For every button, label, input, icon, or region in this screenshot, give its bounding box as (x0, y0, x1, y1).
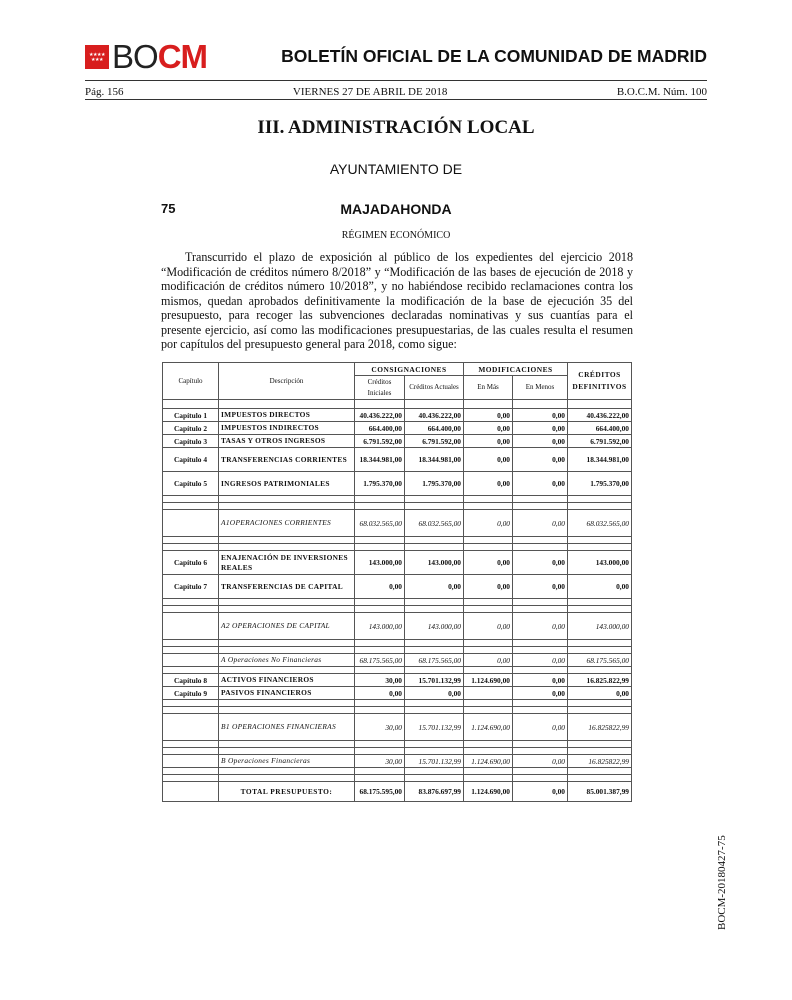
flag-stars: ★★★★ ★★★ (89, 52, 105, 63)
cell-definitivos: 40.436.222,00 (568, 409, 632, 422)
cell-iniciales: 664.400,00 (355, 422, 405, 435)
cell-descripcion: TRANSFERENCIAS CORRIENTES (219, 448, 355, 472)
header-modificaciones: MODIFICACIONES (464, 363, 568, 376)
section-title: III. ADMINISTRACIÓN LOCAL (257, 117, 535, 138)
cell-iniciales: 18.344.981,00 (355, 448, 405, 472)
cell-en-menos: 0,00 (513, 448, 568, 472)
cell-iniciales: 6.791.592,00 (355, 435, 405, 448)
table-row (163, 575, 632, 599)
cell-capitulo: Capítulo 4 (163, 448, 219, 472)
cell-en-mas: 1.124.690,00 (464, 755, 513, 768)
spacer-row (163, 599, 632, 606)
cell-actuales: 40.436.222,00 (405, 409, 464, 422)
cell-descripcion: TRANSFERENCIAS DE CAPITAL (219, 575, 355, 599)
spacer-row (163, 640, 632, 647)
cell-iniciales: 143.000,00 (355, 551, 405, 575)
spacer-row (163, 400, 632, 409)
spacer-row (163, 496, 632, 503)
cell-capitulo: Capítulo 8 (163, 674, 219, 687)
spacer-row (163, 647, 632, 654)
cell-en-menos: 0,00 (513, 687, 568, 700)
header-en-mas: En Más (464, 376, 513, 400)
table-header-row (163, 363, 632, 376)
logo-text (112, 38, 208, 75)
header-capitulo: Capítulo (163, 363, 219, 400)
cell-descripcion: PASIVOS FINANCIEROS (219, 687, 355, 700)
spacer-row (163, 700, 632, 707)
cell-actuales: 83.876.697,99 (405, 782, 464, 802)
spacer-row (163, 741, 632, 748)
cell-actuales: 15.701.132,99 (405, 674, 464, 687)
announcement-number: 75 (161, 201, 176, 216)
cell-en-mas: 0,00 (464, 472, 513, 496)
cell-descripcion: B Operaciones Financieras (219, 755, 355, 768)
cell-descripcion: A1OPERACIONES CORRIENTES (219, 510, 355, 537)
cell-definitivos: 85.001.387,99 (568, 782, 632, 802)
table-row (163, 448, 632, 472)
logo-cm: CM (157, 38, 208, 75)
spacer-row (163, 544, 632, 551)
table-row (163, 409, 632, 422)
cell-en-menos: 0,00 (513, 613, 568, 640)
cell-en-mas (464, 687, 513, 700)
table-row (163, 422, 632, 435)
ayuntamiento-label: AYUNTAMIENTO DE (329, 161, 463, 177)
spacer-row (163, 768, 632, 775)
cell-en-mas: 0,00 (464, 575, 513, 599)
cell-definitivos: 16.825822,99 (568, 714, 632, 741)
cell-definitivos: 143.000,00 (568, 613, 632, 640)
cell-descripcion: ENAJENACIÓN DE INVERSIONES REALES (219, 551, 355, 575)
cell-en-menos: 0,00 (513, 755, 568, 768)
cell-en-mas: 0,00 (464, 422, 513, 435)
spacer-row (163, 707, 632, 714)
cell-iniciales: 1.795.370,00 (355, 472, 405, 496)
table-row (163, 687, 632, 700)
cell-descripcion: TASAS Y OTROS INGRESOS (219, 435, 355, 448)
cell-definitivos: 0,00 (568, 575, 632, 599)
body-paragraph: Transcurrido el plazo de exposición al público de los expedientes del ejercicio 2018 “Modificación de créditos número 8/2018” y “Modificación de las bases de ejecución de 2018 y modificación de créditos número 10/2018”, y no habiéndose recibido reclamaciones contra los mismos, quedan aprobados definitivamente la modificación de la base de ejecución 35 del presupuesto, para recoger las subvenciones declaradas nominativas y sus cuantías para el presente ejercicio, así como las modificaciones presupuestarias, de las cuales resulta el resumen por capítulos del presupuesto general para 2018, como sigue: (161, 250, 633, 351)
cell-definitivos: 18.344.981,00 (568, 448, 632, 472)
header-en-menos: En Menos (513, 376, 568, 400)
cell-definitivos: 16.825822,99 (568, 755, 632, 768)
cell-en-menos: 0,00 (513, 782, 568, 802)
subtotal-row (163, 755, 632, 768)
cell-definitivos: 1.795.370,00 (568, 472, 632, 496)
cell-capitulo: Capítulo 3 (163, 435, 219, 448)
cell-en-mas: 0,00 (464, 510, 513, 537)
issue-number: B.O.C.M. Núm. 100 (616, 86, 707, 98)
subheader (85, 86, 707, 98)
cell-en-mas: 1.124.690,00 (464, 714, 513, 741)
spacer-row (163, 503, 632, 510)
cell-en-mas: 0,00 (464, 654, 513, 667)
cell-descripcion: A Operaciones No Financieras (219, 654, 355, 667)
cell-en-menos: 0,00 (513, 409, 568, 422)
cell-en-menos: 0,00 (513, 551, 568, 575)
cell-descripcion: A2 OPERACIONES DE CAPITAL (219, 613, 355, 640)
cell-en-menos: 0,00 (513, 714, 568, 741)
cell-actuales: 68.175.565,00 (405, 654, 464, 667)
cell-en-mas: 0,00 (464, 613, 513, 640)
logo-bo: BO (112, 38, 158, 75)
cell-definitivos: 16.825.822,99 (568, 674, 632, 687)
cell-actuales: 6.791.592,00 (405, 435, 464, 448)
cell-capitulo: Capítulo 6 (163, 551, 219, 575)
cell-en-mas: 0,00 (464, 448, 513, 472)
cell-en-menos: 0,00 (513, 575, 568, 599)
cell-actuales: 1.795.370,00 (405, 472, 464, 496)
header-iniciales: Créditos Iniciales (355, 376, 405, 400)
table-row (163, 551, 632, 575)
cell-actuales: 664.400,00 (405, 422, 464, 435)
cell-definitivos: 143.000,00 (568, 551, 632, 575)
cell-en-mas: 0,00 (464, 435, 513, 448)
spacer-row (163, 775, 632, 782)
cell-total-label: TOTAL PRESUPUESTO: (219, 782, 355, 802)
subtotal-row (163, 654, 632, 667)
cell-capitulo: Capítulo 9 (163, 687, 219, 700)
issue-date: VIERNES 27 DE ABRIL DE 2018 (292, 86, 448, 98)
cell-definitivos: 68.175.565,00 (568, 654, 632, 667)
cell-actuales: 0,00 (405, 575, 464, 599)
cell-actuales: 143.000,00 (405, 613, 464, 640)
cell-definitivos: 664.400,00 (568, 422, 632, 435)
budget-table (162, 362, 632, 802)
regimen-heading: RÉGIMEN ECONÓMICO (341, 230, 451, 241)
header-creditos-definitivos: CRÉDITOS DEFINITIVOS (568, 363, 632, 400)
cell-definitivos: 6.791.592,00 (568, 435, 632, 448)
cell-en-menos: 0,00 (513, 422, 568, 435)
cell-iniciales: 143.000,00 (355, 613, 405, 640)
cell-en-menos: 0,00 (513, 472, 568, 496)
cell-actuales: 143.000,00 (405, 551, 464, 575)
cell-descripcion: ACTIVOS FINANCIEROS (219, 674, 355, 687)
cell-iniciales: 30,00 (355, 674, 405, 687)
header-descripcion: Descripción (219, 363, 355, 400)
total-row (163, 782, 632, 802)
page-number: Pág. 156 (85, 86, 124, 98)
subtotal-row (163, 714, 632, 741)
cell-definitivos: 68.032.565,00 (568, 510, 632, 537)
cell-en-mas: 1.124.690,00 (464, 674, 513, 687)
cell-iniciales: 40.436.222,00 (355, 409, 405, 422)
cell-iniciales: 0,00 (355, 687, 405, 700)
spacer-row (163, 667, 632, 674)
cell-capitulo: Capítulo 5 (163, 472, 219, 496)
spacer-row (163, 748, 632, 755)
cell-en-menos: 0,00 (513, 510, 568, 537)
table-row (163, 435, 632, 448)
cell-actuales: 0,00 (405, 687, 464, 700)
cell-actuales: 15.701.132,99 (405, 714, 464, 741)
header-actuales: Créditos Actuales (405, 376, 464, 400)
cell-en-menos: 0,00 (513, 435, 568, 448)
header-rule-bottom (85, 99, 707, 100)
cell-en-menos: 0,00 (513, 654, 568, 667)
bocm-side-code: BOCM-20180427-75 (716, 835, 728, 930)
cell-descripcion: B1 OPERACIONES FINANCIERAS (219, 714, 355, 741)
header-consignaciones: CONSIGNACIONES (355, 363, 464, 376)
cell-iniciales: 0,00 (355, 575, 405, 599)
subtotal-row (163, 510, 632, 537)
header-rule-top (85, 80, 707, 81)
table-row (163, 472, 632, 496)
municipality-name: MAJADAHONDA (340, 201, 452, 217)
cell-definitivos: 0,00 (568, 687, 632, 700)
cell-descripcion: INGRESOS PATRIMONIALES (219, 472, 355, 496)
subtotal-row (163, 613, 632, 640)
cell-descripcion: IMPUESTOS INDIRECTOS (219, 422, 355, 435)
spacer-row (163, 537, 632, 544)
bocm-logo (85, 38, 208, 75)
madrid-flag-icon (85, 45, 109, 69)
cell-actuales: 15.701.132,99 (405, 755, 464, 768)
cell-capitulo: Capítulo 7 (163, 575, 219, 599)
bulletin-title: BOLETÍN OFICIAL DE LA COMUNIDAD DE MADRID (281, 46, 707, 66)
cell-iniciales: 68.175.595,00 (355, 782, 405, 802)
table-row (163, 674, 632, 687)
cell-en-mas: 1.124.690,00 (464, 782, 513, 802)
cell-descripcion: IMPUESTOS DIRECTOS (219, 409, 355, 422)
cell-iniciales: 68.175.565,00 (355, 654, 405, 667)
spacer-row (163, 606, 632, 613)
cell-capitulo: Capítulo 2 (163, 422, 219, 435)
cell-en-mas: 0,00 (464, 551, 513, 575)
cell-en-menos: 0,00 (513, 674, 568, 687)
cell-iniciales: 30,00 (355, 714, 405, 741)
cell-iniciales: 30,00 (355, 755, 405, 768)
cell-actuales: 18.344.981,00 (405, 448, 464, 472)
cell-en-mas: 0,00 (464, 409, 513, 422)
cell-actuales: 68.032.565,00 (405, 510, 464, 537)
cell-capitulo: Capítulo 1 (163, 409, 219, 422)
cell-iniciales: 68.032.565,00 (355, 510, 405, 537)
